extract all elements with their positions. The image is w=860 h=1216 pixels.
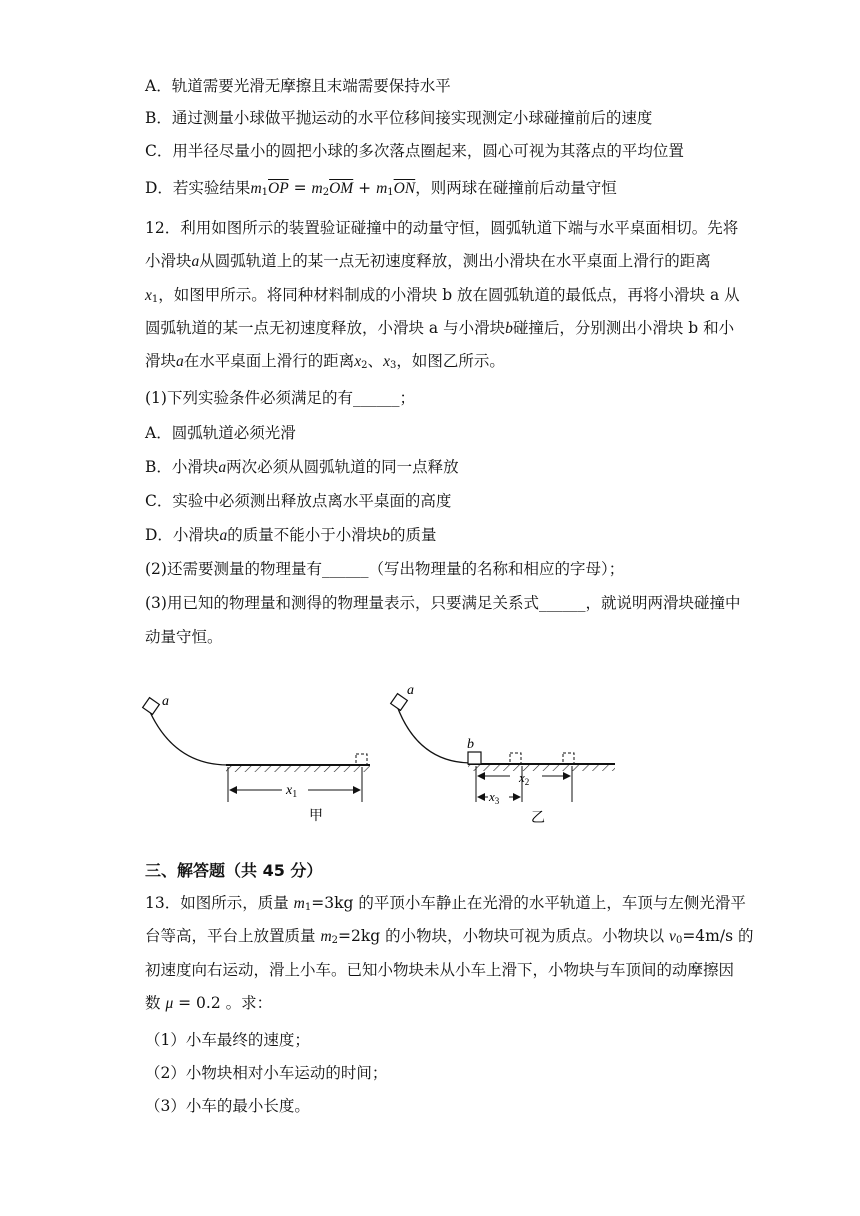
q13-stem-line-1: 13．如图所示，质量 $m_1=3kg$ 的平顶小车静止在光滑的水平轨道上，车顶与左侧光滑平 [145, 894, 746, 913]
block-b [468, 752, 481, 764]
q11-option-d: D．若实验结果$m_1\overline{OP} = m_2\overline{OM} + m_1\overline{ON}$，则两球在碰撞前后动量守恒 [145, 179, 617, 198]
q12-part-2: (2)还需要测量的物理量有______（写出物理量的名称和相应的字母）； [145, 560, 625, 578]
section-heading: 三、解答题（共 45 分） [145, 861, 323, 880]
q12-part-3-line-1: (3)用已知的物理量和测得的物理量表示，只要满足关系式______，就说明两滑块碰撞中 [145, 594, 741, 612]
q12-stem-line-5: 滑块a在水平桌面上滑行的距离$x_2$、$x_3$，如图乙所示。 [145, 352, 505, 371]
block-b-final [563, 753, 574, 764]
q12-option-c: C．实验中必须测出释放点离水平桌面的高度 [145, 492, 452, 510]
arc-track-2 [397, 706, 470, 763]
label-x2: $x_2$ [519, 770, 530, 787]
q13-part-3: （3）小车的最小长度。 [145, 1097, 310, 1115]
caption-yi: 乙 [531, 811, 545, 826]
label-x1: $x_1$ [286, 783, 298, 800]
block-a-2 [391, 694, 408, 711]
q12-stem-line-3: $x_1$，如图甲所示。将同种材料制成的小滑块 b 放在圆弧轨道的最低点，再将小滑块 a 从 [145, 286, 740, 305]
label-a: a [162, 694, 169, 709]
q12-option-a: A．圆弧轨道必须光滑 [145, 424, 296, 442]
q12-stem-line-1: 12．利用如图所示的装置验证碰撞中的动量守恒，圆弧轨道下端与水平桌面相切。先将 [145, 219, 739, 237]
figure-jia [143, 694, 370, 824]
caption-jia: 甲 [309, 809, 323, 824]
block-a-final-2 [510, 753, 521, 764]
label-a-2: a [407, 683, 414, 698]
figure-yi [391, 683, 615, 826]
q11-option-a: A．轨道需要光滑无摩擦且末端需要保持水平 [145, 77, 451, 95]
q13-part-2: （2）小物块相对小车运动的时间； [145, 1064, 388, 1082]
label-x3: $x_3$ [489, 789, 500, 806]
q13-stem-line-2: 台等高，平台上放置质量 $m_2=2kg$ 的小物块，小物块可视为质点。小物块以 $v_0=4m/s$ 的 [145, 927, 754, 946]
q13-part-1: （1）小车最终的速度； [145, 1031, 310, 1049]
q13-stem-line-4: 数 μ = 0.2 。求： [145, 994, 273, 1012]
q12-stem-line-2: 小滑块a从圆弧轨道上的某一点无初速度释放，测出小滑块在水平桌面上滑行的距离 [145, 252, 711, 270]
q12-option-b: B．小滑块a两次必须从圆弧轨道的同一点释放 [145, 458, 459, 476]
label-b: b [467, 737, 474, 752]
q12-option-d: D．小滑块a的质量不能小于小滑块b的质量 [145, 526, 437, 544]
q11-option-c: C．用半径尽量小的圆把小球的多次落点圈起来，圆心可视为其落点的平均位置 [145, 142, 684, 160]
collision-figure [0, 670, 860, 840]
arc-track [150, 712, 228, 765]
q12-part-1: (1)下列实验条件必须满足的有______； [145, 389, 415, 407]
q13-stem-line-3: 初速度向右运动，滑上小车。已知小物块未从小车上滑下，小物块与车顶间的动摩擦因 [145, 961, 735, 979]
table-hatching [226, 766, 370, 772]
q12-stem-line-4: 圆弧轨道的某一点无初速度释放，小滑块 a 与小滑块b碰撞后，分别测出小滑块 b 和小 [145, 319, 735, 337]
table-hatching-2 [468, 765, 615, 771]
q11-option-b: B．通过测量小球做平抛运动的水平位移间接实现测定小球碰撞前后的速度 [145, 109, 653, 127]
block-a-final [356, 754, 367, 765]
q12-part-3-line-2: 动量守恒。 [145, 628, 223, 646]
block-a [143, 698, 160, 715]
